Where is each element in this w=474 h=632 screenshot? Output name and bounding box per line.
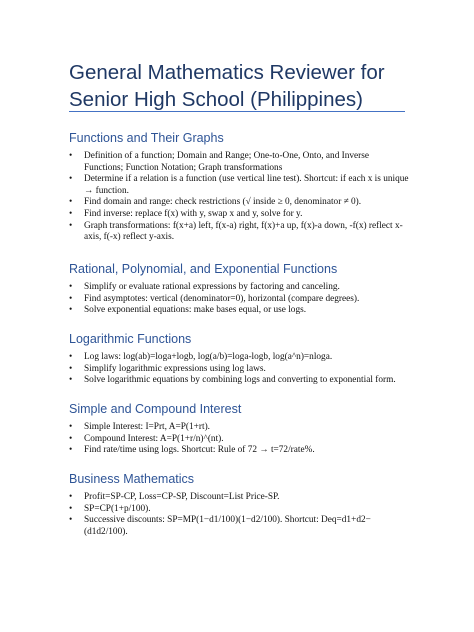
bullet-icon: • — [69, 352, 73, 362]
bullet-icon: • — [69, 492, 73, 502]
section-functions-and-graphs — [69, 130, 409, 244]
bullet-icon: • — [69, 208, 73, 219]
bullet-list — [69, 282, 409, 317]
bullet-icon: • — [69, 445, 73, 456]
bullet-icon: • — [69, 375, 73, 386]
section-heading: Logarithmic Functions — [69, 332, 192, 346]
list-item-text: Simplify logarithmic expressions using log laws. — [84, 363, 266, 374]
list-item-text: Compound Interest: A=P(1+r/n)^(nt). — [84, 433, 224, 444]
list-item-text: Successive discounts: SP=MP(1−d1/100)(1−d2/100). Shortcut: Deq=d1+d2−(d1d2/100). — [84, 515, 371, 537]
list-item-text: Simple Interest: I=Prt, A=P(1+rt). — [84, 422, 210, 432]
list-item — [69, 282, 409, 294]
list-item — [69, 174, 409, 197]
list-item — [69, 492, 409, 504]
section-heading: Simple and Compound Interest — [69, 402, 242, 416]
bullet-list — [69, 352, 409, 387]
list-item-text: Find rate/time using logs. Shortcut: Rule of 72 → t=72/rate%. — [84, 445, 315, 456]
document-title: General Mathematics Reviewer for Senior High School (Philippines) — [69, 61, 385, 111]
list-item-text: Solve exponential equations: make bases equal, or use logs. — [84, 305, 307, 316]
bullet-list — [69, 151, 409, 244]
bullet-list — [69, 422, 409, 457]
bullet-icon: • — [69, 174, 73, 185]
list-item — [69, 197, 409, 209]
list-item-text: Solve logarithmic equations by combining logs and converting to exponential form. — [84, 375, 396, 386]
section-simple-compound-interest — [69, 401, 409, 457]
list-item-text: Find inverse: replace f(x) with y, swap x and y, solve for y. — [84, 208, 303, 219]
list-item-text: Graph transformations: f(x+a) left, f(x-a) right, f(x)+a up, f(x)-a down, -f(x) reflect x-axis, f(-x) reflect y-axis. — [84, 220, 403, 243]
list-item — [69, 221, 409, 244]
bullet-icon: • — [69, 293, 73, 304]
list-item — [69, 445, 409, 457]
section-heading: Rational, Polynomial, and Exponential Functions — [69, 262, 338, 276]
list-item — [69, 305, 409, 317]
bullet-icon: • — [69, 305, 73, 316]
list-item — [69, 294, 409, 306]
list-item — [69, 352, 409, 364]
list-item — [69, 364, 409, 376]
bullet-icon: • — [69, 503, 73, 514]
section-rational-polynomial-exponential — [69, 261, 409, 317]
list-item-text: Simplify or evaluate rational expressions by factoring and canceling. — [84, 282, 340, 292]
list-item-text: Determine if a relation is a function (use vertical line test). Shortcut: if each x is unique → function. — [84, 174, 409, 196]
bullet-icon: • — [69, 220, 73, 231]
list-item — [69, 515, 409, 538]
bullet-icon: • — [69, 197, 73, 208]
bullet-icon: • — [69, 151, 73, 161]
list-item — [69, 504, 409, 516]
section-business-mathematics — [69, 471, 409, 538]
bullet-icon: • — [69, 363, 73, 374]
list-item-text: Profit=SP-CP, Loss=CP-SP, Discount=List Price-SP. — [84, 492, 280, 502]
section-heading: Business Mathematics — [69, 472, 195, 486]
list-item-text: Log laws: log(ab)=loga+logb, log(a/b)=loga-logb, log(a^n)=nloga. — [84, 352, 333, 362]
bullet-list — [69, 492, 409, 538]
list-item — [69, 151, 409, 174]
bullet-icon: • — [69, 422, 73, 432]
list-item-text: SP=CP(1+p/100). — [84, 503, 151, 514]
bullet-icon: • — [69, 515, 73, 526]
list-item — [69, 422, 409, 434]
list-item-text: Definition of a function; Domain and Range; One-to-One, Onto, and Inverse Functions; Function Notation; Graph transformations — [84, 151, 370, 173]
title-underline — [69, 111, 405, 112]
list-item — [69, 209, 409, 221]
bullet-icon: • — [69, 433, 73, 444]
section-heading: Functions and Their Graphs — [69, 131, 224, 145]
list-item-text: Find domain and range: check restrictions (√ inside ≥ 0, denominator ≠ 0). — [84, 197, 362, 208]
list-item — [69, 434, 409, 446]
list-item — [69, 375, 409, 387]
section-logarithmic-functions — [69, 331, 409, 387]
list-item-text: Find asymptotes: vertical (denominator=0), horizontal (compare degrees). — [84, 293, 360, 304]
bullet-icon: • — [69, 282, 73, 292]
